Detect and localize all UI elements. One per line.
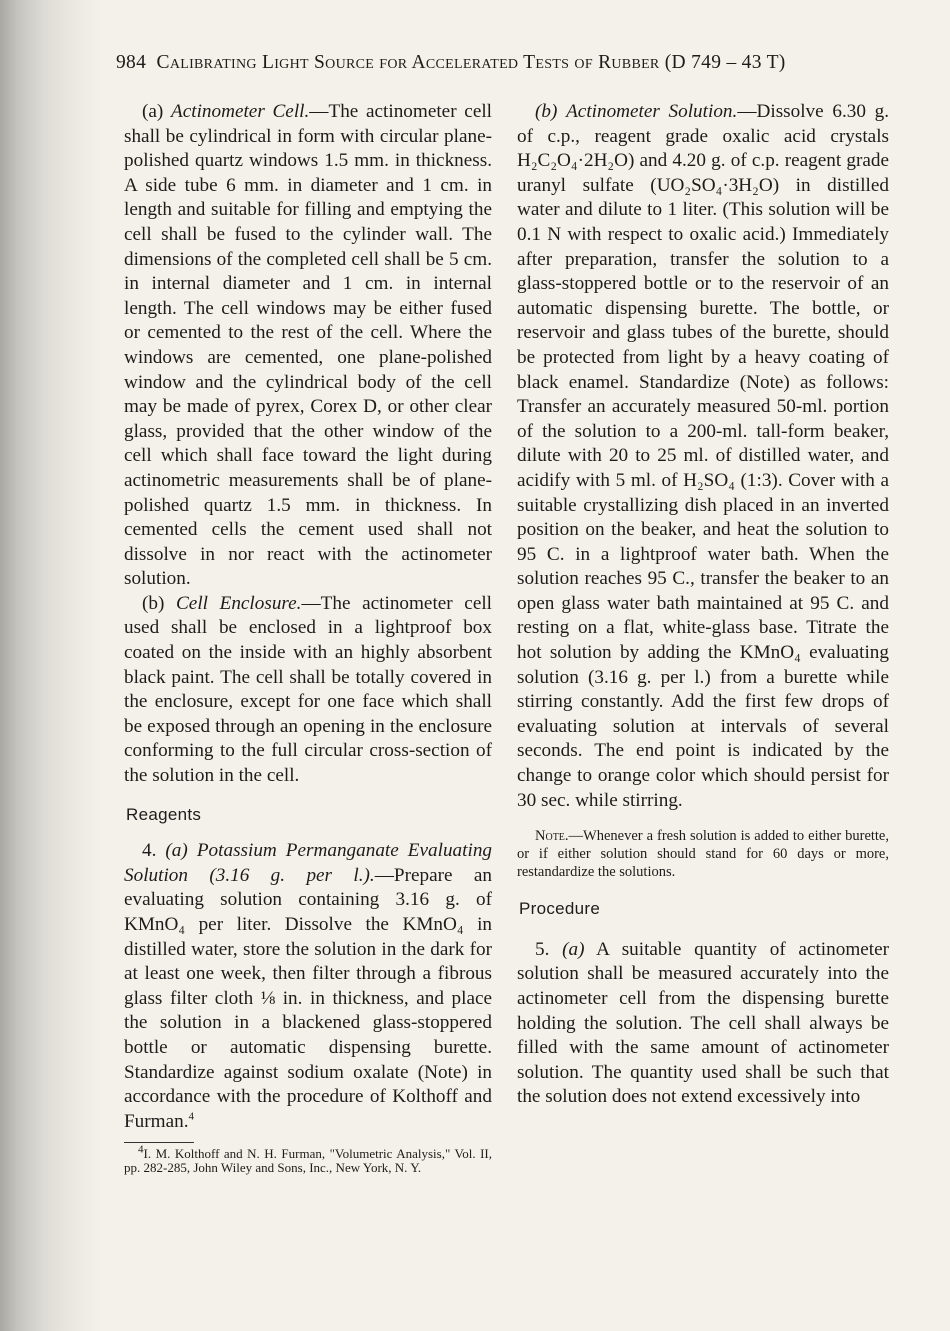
footnote-marker: 4 <box>138 1144 144 1157</box>
item-body: A suitable quantity of actinometer solution shall be measured accurately into the actinometer cell from the dispensing burette holding the solution. The cell shall always be filled with the same amount of actinometer solution. The quantity used shall be such that the solution does not extend excessively into <box>517 938 889 1108</box>
page-number: 984 <box>116 52 147 73</box>
standard-designation: (D 749 – 43 T) <box>664 52 786 73</box>
item-title: Cell Enclosure. <box>176 592 302 614</box>
running-header <box>116 52 906 74</box>
note-label: Note. <box>535 828 569 845</box>
item-title: Potassium Permanganate Evaluating Solution (3.16 g. per l.). <box>124 840 493 886</box>
paragraph-cell-enclosure <box>124 592 492 789</box>
paragraph-section-4 <box>124 839 492 1134</box>
paragraph-actinometer-cell <box>124 100 492 592</box>
paragraph-actinometer-solution <box>517 100 889 813</box>
reagents-heading: Reagents <box>126 804 202 824</box>
item-label: (b) <box>142 592 165 614</box>
section-number: 4. <box>142 840 157 862</box>
item-body: —Prepare an evaluating solution containing 3.16 g. of KMnO₄ per liter. Dissolve the KMnO₄ in distilled water, store the solution in the dark for at least one week, then filter through a fibrous glass filter cloth ⅛ in. in thickness, and place the solution in a blackened glass-stoppered bottle or automatic dispensing burette. Standardize against sodium oxalate (Note) in accordance with the procedure of Kolthoff and Furman. <box>124 864 492 1132</box>
right-column <box>517 100 889 1110</box>
item-label: (a) <box>165 840 188 862</box>
section-number: 5. <box>535 938 550 960</box>
footnote-reference: 4 <box>188 1110 194 1123</box>
book-binding-shadow <box>0 0 100 1331</box>
item-body: —The actinometer cell shall be cylindrical in form with circular plane-polished quartz windows 1.5 mm. in thickness. A side tube 6 mm. in diameter and 1 cm. in length and suitable for filling and emptying the cell shall be fused to the cylinder wall. The dimensions of the completed cell shall be 5 cm. in internal diameter and 1 cm. in internal length. The cell windows may be either fused or cemented to the rest of the cell. Where the windows are cemented, one plane-polished window and the cylindrical body of the cell may be made of pyrex, Corex D, or other clear glass, provided that the other window of the cell which shall face toward the light during actinometric measurements shall be of plane-polished quartz 1.5 mm. in thickness. In cemented cells the cement used shall not dissolve in nor react with the actinometer solution. <box>124 101 492 590</box>
item-label: (b) <box>535 101 558 122</box>
standardization-note <box>517 827 889 881</box>
note-body: —Whenever a fresh solution is added to either burette, or if either solution should stand for 60 days or more, restandardize the solutions. <box>517 828 889 881</box>
item-title: Actinometer Solution. <box>566 101 738 122</box>
footnote-text: I. M. Kolthoff and N. H. Furman, "Volumetric Analysis," Vol. II, pp. 282-285, John Wiley and Sons, Inc., New York, N. Y. <box>124 1146 492 1176</box>
left-column <box>124 100 492 1175</box>
paragraph-section-5 <box>517 938 889 1110</box>
item-label: (a) <box>142 101 164 122</box>
running-title: Calibrating Light Source for Accelerated Tests of Rubber <box>156 52 660 73</box>
item-label: (a) <box>562 938 585 960</box>
item-body: —The actinometer cell used shall be enclosed in a lightproof box coated on the inside with an highly absorbent black paint. The cell shall be totally covered in the enclosure, except for one face which shall be exposed through an opening in the enclosure conforming to the full circular cross-section of the solution in the cell. <box>124 592 492 787</box>
footnote-rule <box>124 1142 194 1143</box>
item-title: Actinometer Cell. <box>171 101 310 122</box>
procedure-heading: Procedure <box>519 899 601 919</box>
item-body: —Dissolve 6.30 g. of c.p., reagent grade oxalic acid crystals H₂C₂O₄·2H₂O) and 4.20 g. of c.p. reagent grade uranyl sulfate (UO₂SO₄·3H₂O) in distilled water and dilute to 1 liter. (This solution will be 0.1 N with respect to oxalic acid.) Immediately after preparation, transfer the solution to a glass-stoppered bottle or to the reservoir of an automatic dispensing burette. The bottle, or reservoir and glass tubes of the burette, should be protected from light by a heavy coating of black enamel. Standardize (Note) as follows: Transfer an accurately measured 50-ml. portion of the solution to a 200-ml. tall-form beaker, dilute with 20 to 25 ml. of distilled water, and acidify with 5 ml. of H₂SO₄ (1:3). Cover with a suitable crystallizing dish placed in an inverted position on the beaker, and heat the solution to 95 C. in a lightproof water bath. When the solution reaches 95 C., transfer the beaker to an open glass water bath maintained at 95 C. and resting on a flat, white-glass base. Titrate the hot solution by adding the KMnO₄ evaluating solution (3.16 g. per l.) from a burette while stirring constantly. Add the first few drops of evaluating solution at intervals of several seconds. The end point is indicated by the change to orange color which should persist for 30 sec. while stirring. <box>517 101 890 811</box>
footnote <box>124 1144 492 1176</box>
